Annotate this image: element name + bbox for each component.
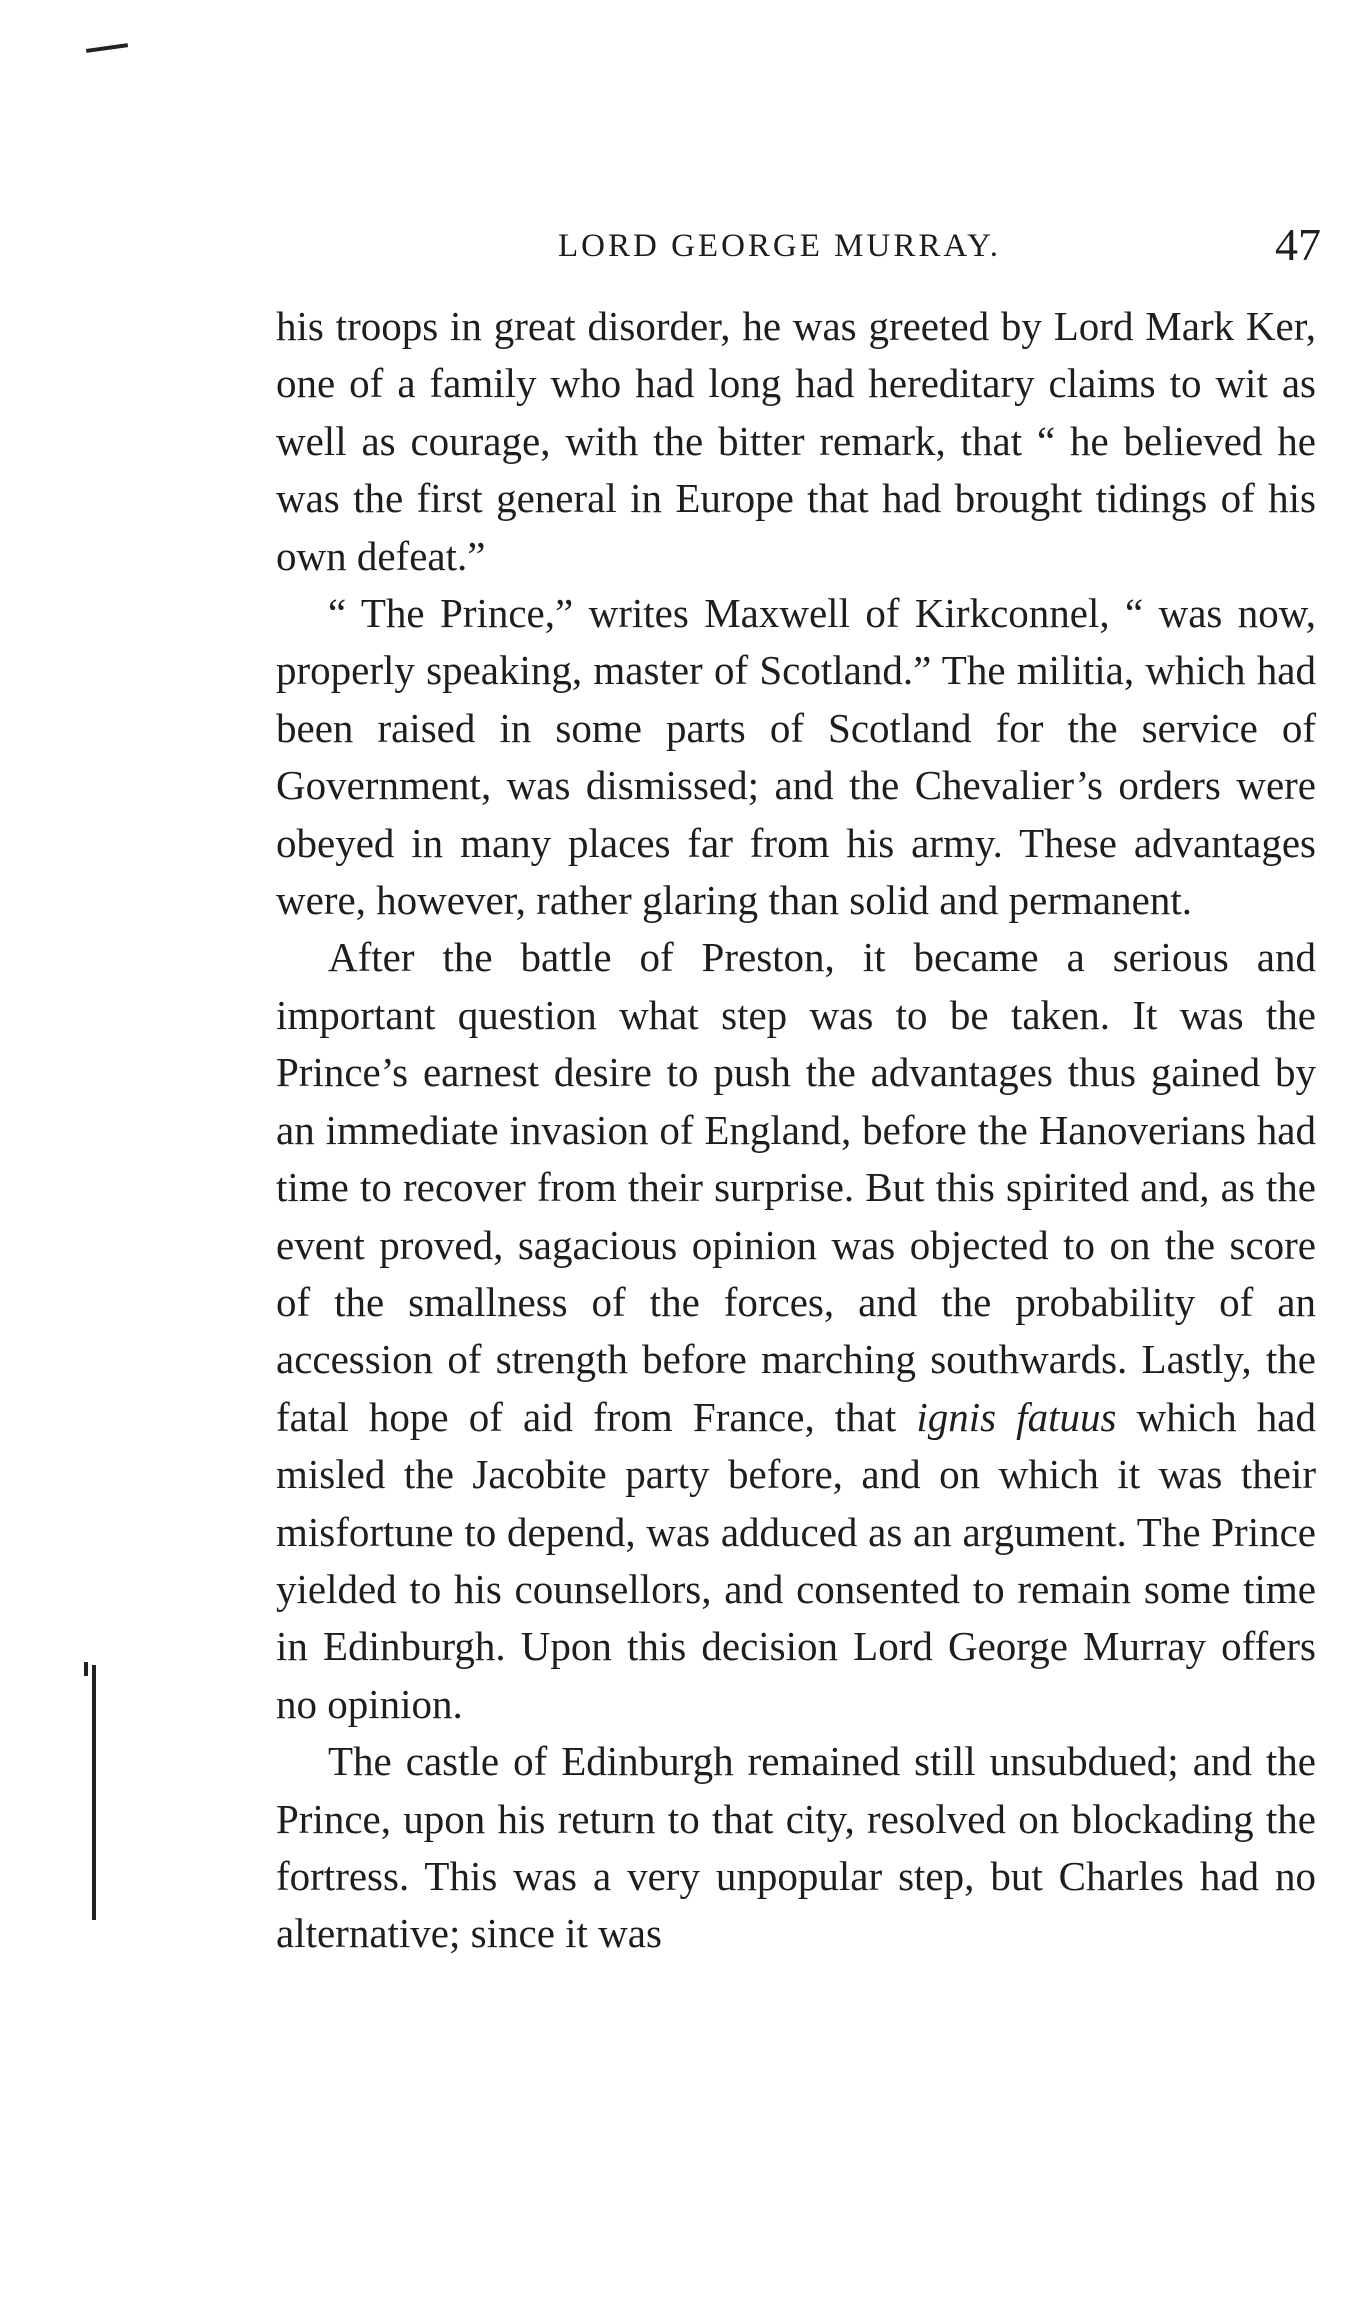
- margin-tick: [84, 1662, 88, 1676]
- italic-phrase: ignis fatuus: [916, 1393, 1117, 1440]
- running-head: LORD GEORGE MURRAY.: [558, 228, 1001, 264]
- corner-mark: [86, 43, 128, 53]
- paragraph-3-text-a: After the battle of Preston, it became a serious and important question what step was to be taken. It was the Prince’s earnest desire to push the advantages thus gained by an immediate invasion of England, before the Hanoverians had time to recover from their surprise. But this spirited and, as the event proved, sagacious opinion was objected to on the score of the smallness of the forces, and the probability of an accession of strength before marching southwards. Lastly, the fatal hope of aid from France, that: [276, 934, 1316, 1440]
- paragraph-3: [276, 929, 1316, 1733]
- page-header: [276, 218, 1321, 278]
- paragraph-3-text-b: which had misled the Jacobite party before, and on which it was their misfortune to depend, was adduced as an argument. The Prince yielded to his counsellors, and consented to remain some time in Edinburgh. Upon this decision Lord George Murray offers no opinion.: [276, 1393, 1316, 1727]
- paragraph-2: “ The Prince,” writes Maxwell of Kirkconnel, “ was now, properly speaking, master of Scotland.” The militia, which had been raised in some parts of Scotland for the service of Government, was dismissed; and the Chevalier’s orders were obeyed in many places far from his army. These advantages were, however, rather glaring than solid and permanent.: [276, 590, 1316, 924]
- margin-bar: [92, 1665, 96, 1920]
- paragraph-1: his troops in great disorder, he was greeted by Lord Mark Ker, one of a family who had long had hereditary claims to wit as well as courage, with the bitter remark, that “ he believed he was the first general in Europe that had brought tidings of his own defeat.”: [276, 303, 1316, 579]
- paragraph-4: The castle of Edinburgh remained still unsubdued; and the Prince, upon his return to that city, resolved on blockading the fortress. This was a very unpopular step, but Charles had no alternative; since it was: [276, 1738, 1316, 1957]
- page-number: 47: [1275, 219, 1321, 270]
- body-text: [276, 298, 1316, 1963]
